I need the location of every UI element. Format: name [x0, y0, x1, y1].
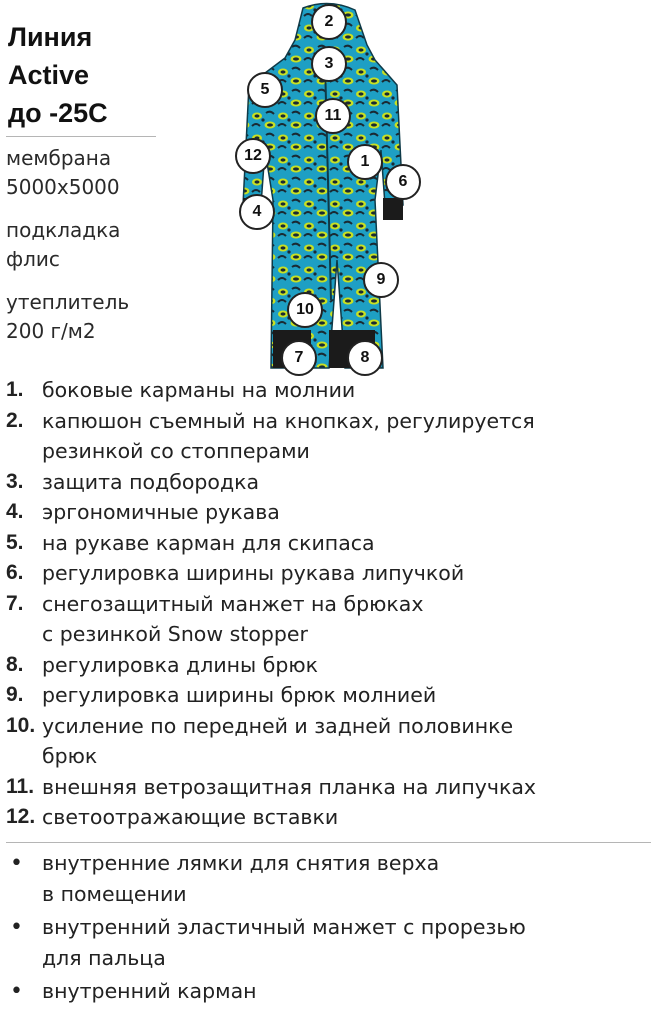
feature-number: 8. [6, 652, 24, 676]
spec-value: 5000х5000 [6, 175, 120, 199]
feature-text: внешняя ветрозащитная планка на липучках [42, 774, 537, 799]
spec-label: подкладка [6, 218, 121, 242]
feature-text: боковые карманы на молнии [42, 378, 356, 402]
extra-text: внутренний карман [42, 979, 257, 1003]
feature-item [6, 528, 651, 559]
product-line-title [8, 18, 158, 132]
feature-item [6, 375, 651, 406]
feature-item [6, 467, 651, 498]
feature-number: 9. [6, 683, 24, 706]
feature-number: 10. [6, 713, 36, 737]
callout-9: 9 [363, 262, 399, 298]
title-line: до -25С [8, 98, 108, 128]
feature-item [6, 589, 651, 650]
feature-item [6, 680, 651, 711]
spec-label: утеплитель [6, 290, 130, 314]
title-line: Active [8, 60, 90, 90]
feature-item [6, 772, 651, 803]
feature-list [6, 375, 651, 833]
feature-number: 2. [6, 408, 24, 432]
spec-membrane [6, 144, 120, 202]
callout-6: 6 [385, 164, 421, 200]
feature-text: капюшон съемный на кнопках, регулируется [42, 408, 535, 433]
feature-item [6, 558, 651, 589]
bullet: • [10, 851, 23, 876]
extra-features-list [6, 848, 651, 1009]
feature-number: 11. [6, 774, 35, 798]
callout-5: 5 [247, 72, 283, 108]
feature-text: защита подбородка [42, 469, 260, 494]
extra-text: внутренний эластичный манжет с прорезью [42, 915, 526, 939]
callout-7: 7 [281, 340, 317, 376]
feature-text: регулировка длины брюк [42, 652, 319, 677]
feature-number: 1. [6, 378, 24, 401]
snowsuit-illustration [225, 0, 455, 375]
feature-number: 4. [6, 500, 24, 523]
divider [6, 136, 156, 137]
bullet: • [10, 979, 23, 1004]
feature-number: 12. [6, 805, 36, 828]
feature-text: с резинкой Snow stopper [42, 622, 308, 646]
feature-item [6, 650, 651, 681]
callout-8: 8 [347, 340, 383, 376]
feature-text: усиление по передней и задней половинке [42, 713, 514, 738]
spec-lining [6, 216, 120, 274]
callout-4: 4 [239, 194, 275, 230]
feature-item [6, 711, 651, 772]
feature-text: резинкой со стопперами [42, 439, 310, 463]
feature-item [6, 802, 651, 833]
spec-value: флис [6, 247, 60, 271]
feature-text: регулировка ширины брюк молнией [42, 683, 437, 707]
extra-text: внутренние лямки для снятия верха [42, 851, 440, 875]
feature-item [6, 406, 651, 467]
spec-label: мембрана [6, 146, 112, 170]
callout-12: 12 [235, 138, 271, 174]
spec-value: 200 г/м2 [6, 319, 96, 343]
feature-text: на рукаве карман для скипаса [42, 530, 375, 555]
extra-item [6, 848, 651, 910]
title-line: Линия [8, 22, 93, 52]
feature-text: светоотражающие вставки [42, 805, 339, 829]
extra-text: в помещении [42, 882, 187, 906]
feature-text: брюк [42, 744, 98, 768]
callout-1: 1 [347, 144, 383, 180]
callout-3: 3 [311, 46, 347, 82]
callout-10: 10 [287, 292, 323, 328]
callout-2: 2 [311, 4, 347, 40]
sleeve-cuff [383, 198, 403, 220]
feature-text: эргономичные рукава [42, 500, 280, 524]
callout-11: 11 [315, 98, 351, 134]
extra-text: для пальца [42, 946, 166, 970]
feature-text: регулировка ширины рукава липучкой [42, 561, 465, 585]
extra-item [6, 976, 651, 1007]
spec-insulation [6, 288, 129, 346]
feature-number: 7. [6, 591, 24, 615]
feature-number: 5. [6, 530, 24, 554]
divider [6, 842, 651, 843]
feature-number: 6. [6, 561, 24, 584]
bullet: • [10, 915, 23, 940]
feature-text: снегозащитный манжет на брюках [42, 591, 424, 616]
feature-item [6, 497, 651, 528]
feature-number: 3. [6, 469, 24, 493]
extra-item [6, 912, 651, 974]
